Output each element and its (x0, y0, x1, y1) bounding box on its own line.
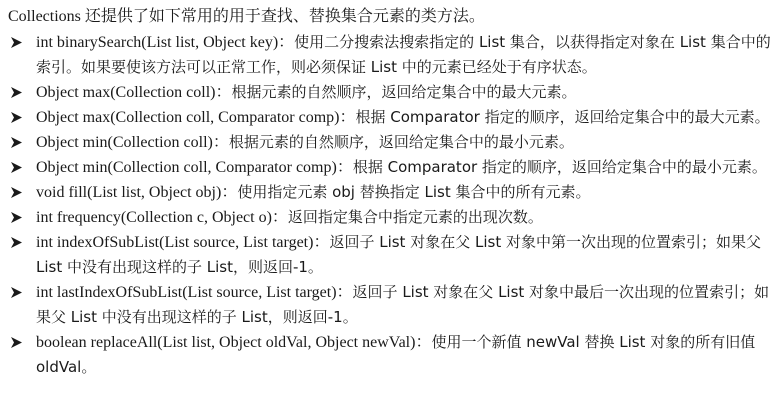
document-body (8, 4, 776, 380)
method-item-replace-all (8, 330, 776, 380)
arrowhead-bullet-icon (10, 205, 26, 230)
method-item-max-comparator (8, 105, 776, 130)
method-description: 根据元素的自然顺序，返回给定集合中的最小元素。 (228, 133, 574, 151)
method-description: 返回子 List 对象在父 List 对象中最后一次出现的位置索引；如果父 List 中没有出现这样的子 List，则返回-1。 (36, 283, 770, 326)
method-item-binary-search (8, 30, 776, 80)
method-signature: Object min(Collection coll, Comparator comp)： (36, 159, 353, 176)
method-description: 根据 Comparator 指定的顺序，返回给定集合中的最大元素。 (355, 108, 770, 126)
method-item-index-of-sublist (8, 230, 776, 280)
method-signature: int lastIndexOfSubList(List source, List target)： (36, 284, 353, 301)
method-list (8, 30, 776, 380)
arrowhead-bullet-icon (10, 230, 26, 255)
method-description: 根据 Comparator 指定的顺序，返回给定集合中的最小元素。 (352, 158, 767, 176)
method-item-max (8, 80, 776, 105)
method-description: 返回指定集合中指定元素的出现次数。 (287, 208, 543, 226)
method-item-min (8, 130, 776, 155)
arrowhead-bullet-icon (10, 180, 26, 205)
method-description: 根据元素的自然顺序，返回给定集合中的最大元素。 (231, 83, 577, 101)
method-item-min-comparator (8, 155, 776, 180)
method-signature: Object max(Collection coll, Comparator comp)： (36, 109, 356, 126)
method-signature: int binarySearch(List list, Object key)： (36, 34, 295, 51)
method-description: 使用二分搜索法搜索指定的 List 集合，以获得指定对象在 List 集合中的索引。如果要使该方法可以正常工作，则必须保证 List 中的元素已经处于有序状态。 (36, 33, 771, 76)
arrowhead-bullet-icon (10, 280, 26, 305)
intro-paragraph: Collections 还提供了如下常用的用于查找、替换集合元素的类方法。 (8, 8, 485, 25)
method-signature: void fill(List list, Object obj)： (36, 184, 238, 201)
method-signature: Object max(Collection coll)： (36, 84, 232, 101)
arrowhead-bullet-icon (10, 330, 26, 355)
arrowhead-bullet-icon (10, 155, 26, 180)
arrowhead-bullet-icon (10, 105, 26, 130)
method-description: 使用一个新值 newVal 替换 List 对象的所有旧值 oldVal。 (36, 333, 756, 376)
method-signature: int indexOfSubList(List source, List target)： (36, 234, 330, 251)
method-item-frequency (8, 205, 776, 230)
method-description: 使用指定元素 obj 替换指定 List 集合中的所有元素。 (237, 183, 591, 201)
method-signature: int frequency(Collection c, Object o)： (36, 209, 288, 226)
method-signature: Object min(Collection coll)： (36, 134, 229, 151)
arrowhead-bullet-icon (10, 130, 26, 155)
method-item-fill (8, 180, 776, 205)
arrowhead-bullet-icon (10, 80, 26, 105)
method-signature: boolean replaceAll(List list, Object oldVal, Object newVal)： (36, 334, 432, 351)
method-item-last-index-of-sublist (8, 280, 776, 330)
arrowhead-bullet-icon (10, 30, 26, 55)
method-description: 返回子 List 对象在父 List 对象中第一次出现的位置索引；如果父 List 中没有出现这样的子 List，则返回-1。 (36, 233, 761, 276)
